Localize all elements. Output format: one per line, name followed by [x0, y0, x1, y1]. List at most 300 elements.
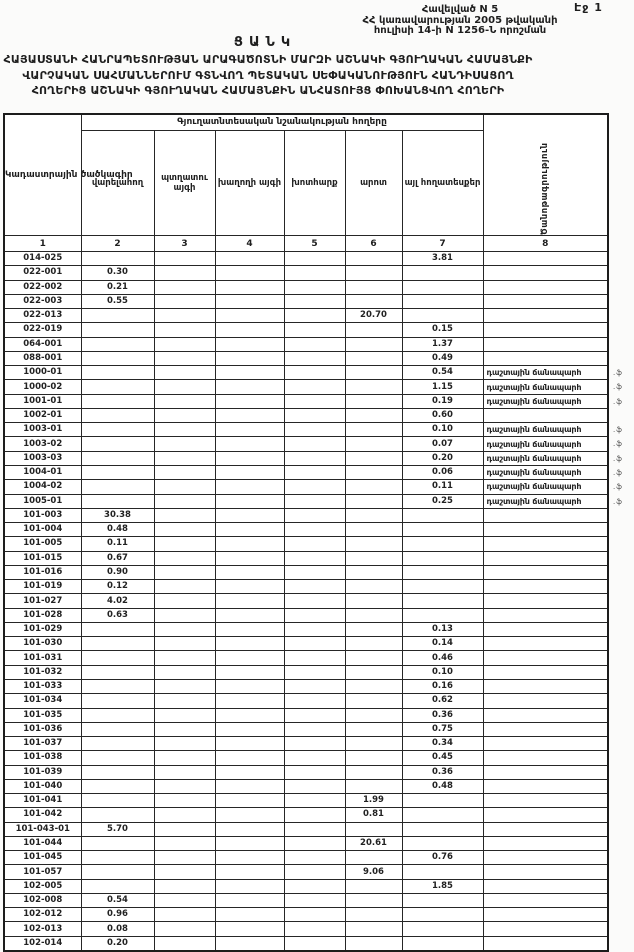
table-row	[4, 865, 608, 879]
table-row	[4, 893, 608, 907]
area-value-cell-col6	[345, 722, 402, 736]
area-value-cell-col3	[154, 893, 215, 907]
area-value-cell-col2	[81, 622, 154, 636]
area-value-cell-col2	[81, 451, 154, 465]
area-value-cell-col4	[215, 337, 284, 351]
area-value-cell-col4	[215, 351, 284, 365]
table-row	[4, 708, 608, 722]
area-value-cell-col3	[154, 580, 215, 594]
area-value-cell-col7: 0.46	[402, 651, 483, 665]
note-cell	[483, 822, 608, 836]
table-row	[4, 423, 608, 437]
area-value-cell-col2	[81, 437, 154, 451]
area-value-cell-col6	[345, 380, 402, 394]
cadastral-code-cell: 101-043-01	[4, 822, 81, 836]
area-value-cell-col6	[345, 294, 402, 308]
area-value-cell-col5	[284, 822, 345, 836]
area-value-cell-col4	[215, 465, 284, 479]
area-value-cell-col4	[215, 423, 284, 437]
area-value-cell-col2	[81, 394, 154, 408]
note-cell	[483, 722, 608, 736]
area-value-cell-col6	[345, 936, 402, 951]
table-row	[4, 337, 608, 351]
note-cell	[483, 637, 608, 651]
area-value-cell-col6	[345, 508, 402, 522]
area-value-cell-col6	[345, 737, 402, 751]
note-cell	[483, 922, 608, 936]
note-cell	[483, 280, 608, 294]
note-cell	[483, 665, 608, 679]
area-value-cell-col2	[81, 665, 154, 679]
table-row	[4, 936, 608, 951]
area-value-cell-col7: 0.25	[402, 494, 483, 508]
area-value-cell-col6	[345, 580, 402, 594]
area-value-cell-col6	[345, 851, 402, 865]
area-value-cell-col3	[154, 366, 215, 380]
area-value-cell-col5	[284, 694, 345, 708]
table-row	[4, 266, 608, 280]
note-cell	[483, 508, 608, 522]
scan-edge-artifact: .ֆ	[613, 483, 623, 492]
area-value-cell-col3	[154, 465, 215, 479]
area-value-cell-col3	[154, 822, 215, 836]
column-header-hayfield: խոտհարք	[284, 130, 345, 235]
area-value-cell-col3	[154, 851, 215, 865]
area-value-cell-col2	[81, 865, 154, 879]
note-cell	[483, 765, 608, 779]
area-value-cell-col4	[215, 694, 284, 708]
table-row	[4, 665, 608, 679]
area-value-cell-col5	[284, 765, 345, 779]
area-value-cell-col5	[284, 594, 345, 608]
note-cell	[483, 252, 608, 266]
area-value-cell-col3	[154, 494, 215, 508]
area-value-cell-col4	[215, 565, 284, 579]
area-value-cell-col7	[402, 936, 483, 951]
area-value-cell-col2	[81, 836, 154, 850]
area-value-cell-col5	[284, 879, 345, 893]
column-number: 1	[4, 236, 81, 252]
table-row	[4, 294, 608, 308]
area-value-cell-col4	[215, 922, 284, 936]
area-value-cell-col2: 0.55	[81, 294, 154, 308]
note-cell	[483, 537, 608, 551]
area-value-cell-col2: 0.08	[81, 922, 154, 936]
table-row	[4, 808, 608, 822]
table-row	[4, 751, 608, 765]
area-value-cell-col6	[345, 893, 402, 907]
area-value-cell-col3	[154, 708, 215, 722]
area-value-cell-col5	[284, 423, 345, 437]
area-value-cell-col7: 0.07	[402, 437, 483, 451]
area-value-cell-col6	[345, 694, 402, 708]
area-value-cell-col3	[154, 480, 215, 494]
area-value-cell-col4	[215, 779, 284, 793]
area-value-cell-col4	[215, 651, 284, 665]
area-value-cell-col5	[284, 437, 345, 451]
table-row	[4, 737, 608, 751]
area-value-cell-col7	[402, 580, 483, 594]
area-value-cell-col6: 1.99	[345, 794, 402, 808]
area-value-cell-col3	[154, 722, 215, 736]
area-value-cell-col4	[215, 451, 284, 465]
area-value-cell-col2: 0.96	[81, 908, 154, 922]
area-value-cell-col7	[402, 865, 483, 879]
area-value-cell-col7	[402, 594, 483, 608]
note-cell	[483, 266, 608, 280]
cadastral-code-cell: 1000-01	[4, 366, 81, 380]
column-number: 7	[402, 236, 483, 252]
area-value-cell-col6: 9.06	[345, 865, 402, 879]
note-cell	[483, 608, 608, 622]
area-value-cell-col6	[345, 822, 402, 836]
table-row	[4, 608, 608, 622]
area-value-cell-col5	[284, 851, 345, 865]
area-value-cell-col6	[345, 437, 402, 451]
area-value-cell-col5	[284, 908, 345, 922]
area-value-cell-col3	[154, 922, 215, 936]
area-value-cell-col7: 0.76	[402, 851, 483, 865]
area-value-cell-col3	[154, 323, 215, 337]
note-cell: դաշտային ճանապարհ .ֆ	[483, 423, 608, 437]
cadastral-code-cell: 101-057	[4, 865, 81, 879]
area-value-cell-col4	[215, 893, 284, 907]
area-value-cell-col4	[215, 679, 284, 693]
note-cell: դաշտային ճանապարհ .ֆ	[483, 380, 608, 394]
note-cell	[483, 808, 608, 822]
area-value-cell-col5	[284, 922, 345, 936]
area-value-cell-col2: 0.48	[81, 523, 154, 537]
area-value-cell-col4	[215, 637, 284, 651]
area-value-cell-col4	[215, 537, 284, 551]
table-row	[4, 408, 608, 422]
area-value-cell-col2	[81, 337, 154, 351]
area-value-cell-col5	[284, 394, 345, 408]
area-value-cell-col4	[215, 594, 284, 608]
scan-edge-artifact: .ֆ	[613, 383, 623, 392]
table-row	[4, 622, 608, 636]
area-value-cell-col3	[154, 351, 215, 365]
cadastral-code-cell: 101-005	[4, 537, 81, 551]
table-row	[4, 480, 608, 494]
area-value-cell-col3	[154, 537, 215, 551]
note-cell	[483, 351, 608, 365]
area-value-cell-col5	[284, 836, 345, 850]
annex-line: Հավելված N 5	[421, 4, 499, 15]
cadastral-code-cell: 101-032	[4, 665, 81, 679]
area-value-cell-col7: 3.81	[402, 252, 483, 266]
area-value-cell-col2	[81, 651, 154, 665]
cadastral-code-cell: 101-029	[4, 622, 81, 636]
note-cell	[483, 908, 608, 922]
table-row	[4, 794, 608, 808]
area-value-cell-col7: 0.20	[402, 451, 483, 465]
area-value-cell-col4	[215, 508, 284, 522]
cadastral-code-cell: 101-027	[4, 594, 81, 608]
column-header-note	[483, 114, 608, 236]
area-value-cell-col5	[284, 537, 345, 551]
area-value-cell-col4	[215, 551, 284, 565]
note-header-rotated-text: Ծանոթագրություն	[540, 142, 551, 235]
table-row	[4, 651, 608, 665]
area-value-cell-col2	[81, 808, 154, 822]
note-cell	[483, 836, 608, 850]
area-value-cell-col4	[215, 366, 284, 380]
area-value-cell-col6	[345, 679, 402, 693]
cadastral-code-cell: 101-016	[4, 565, 81, 579]
area-value-cell-col4	[215, 765, 284, 779]
area-value-cell-col3	[154, 423, 215, 437]
area-value-cell-col2	[81, 679, 154, 693]
area-value-cell-col5	[284, 366, 345, 380]
cadastral-code-cell: 064-001	[4, 337, 81, 351]
area-value-cell-col5	[284, 551, 345, 565]
cadastral-code-cell: 101-036	[4, 722, 81, 736]
area-value-cell-col6: 20.61	[345, 836, 402, 850]
note-cell	[483, 708, 608, 722]
area-value-cell-col4	[215, 437, 284, 451]
area-value-cell-col4	[215, 708, 284, 722]
note-cell: դաշտային ճանապարհ .ֆ	[483, 480, 608, 494]
document-title	[2, 52, 534, 99]
cadastral-code-cell: 1000-02	[4, 380, 81, 394]
cadastral-code-cell: 022-013	[4, 309, 81, 323]
area-value-cell-col7	[402, 551, 483, 565]
column-number: 6	[345, 236, 402, 252]
note-cell	[483, 737, 608, 751]
area-value-cell-col7: 0.10	[402, 423, 483, 437]
area-value-cell-col7: 0.60	[402, 408, 483, 422]
area-value-cell-col4	[215, 879, 284, 893]
area-value-cell-col6	[345, 651, 402, 665]
area-value-cell-col5	[284, 508, 345, 522]
area-value-cell-col4	[215, 865, 284, 879]
area-value-cell-col3	[154, 608, 215, 622]
cadastral-code-cell: 014-025	[4, 252, 81, 266]
area-value-cell-col7	[402, 508, 483, 522]
note-cell: դաշտային ճանապարհ .ֆ	[483, 437, 608, 451]
area-value-cell-col2	[81, 423, 154, 437]
note-cell	[483, 865, 608, 879]
area-value-cell-col3	[154, 936, 215, 951]
area-value-cell-col6	[345, 423, 402, 437]
area-value-cell-col5	[284, 651, 345, 665]
area-value-cell-col5	[284, 708, 345, 722]
area-value-cell-col6	[345, 551, 402, 565]
column-header-pasture: արոտ	[345, 130, 402, 235]
cadastral-code-cell: 101-030	[4, 637, 81, 651]
area-value-cell-col7	[402, 608, 483, 622]
area-value-cell-col6	[345, 594, 402, 608]
area-value-cell-col3	[154, 836, 215, 850]
annex-line: հուլիսի 14-ի N 1256-Ն որոշման	[373, 25, 547, 36]
column-number: 4	[215, 236, 284, 252]
area-value-cell-col5	[284, 737, 345, 751]
page-number-label: Էջ 1	[574, 1, 603, 14]
area-value-cell-col4	[215, 394, 284, 408]
cadastral-code-cell: 101-015	[4, 551, 81, 565]
column-header-orchard: պտղատու այգի	[154, 130, 215, 235]
table-row	[4, 494, 608, 508]
note-cell	[483, 408, 608, 422]
area-value-cell-col4	[215, 908, 284, 922]
area-value-cell-col4	[215, 266, 284, 280]
cadastral-code-cell: 088-001	[4, 351, 81, 365]
area-value-cell-col3	[154, 637, 215, 651]
note-cell	[483, 851, 608, 865]
area-value-cell-col7: 0.13	[402, 622, 483, 636]
area-value-cell-col3	[154, 408, 215, 422]
area-value-cell-col4	[215, 822, 284, 836]
area-value-cell-col3	[154, 394, 215, 408]
area-value-cell-col4	[215, 794, 284, 808]
area-value-cell-col2: 30.38	[81, 508, 154, 522]
area-value-cell-col3	[154, 252, 215, 266]
table-row	[4, 765, 608, 779]
area-value-cell-col5	[284, 252, 345, 266]
area-value-cell-col2: 4.02	[81, 594, 154, 608]
table-row	[4, 523, 608, 537]
area-value-cell-col7: 0.75	[402, 722, 483, 736]
area-value-cell-col5	[284, 494, 345, 508]
area-value-cell-col3	[154, 508, 215, 522]
area-value-cell-col7: 0.54	[402, 366, 483, 380]
area-value-cell-col2	[81, 323, 154, 337]
area-value-cell-col3	[154, 451, 215, 465]
cadastral-code-cell: 022-019	[4, 323, 81, 337]
area-value-cell-col5	[284, 722, 345, 736]
annex-line: ՀՀ կառավարության 2005 թվականի	[362, 14, 558, 26]
area-value-cell-col6	[345, 922, 402, 936]
table-row	[4, 694, 608, 708]
area-value-cell-col4	[215, 580, 284, 594]
table-row	[4, 394, 608, 408]
note-cell	[483, 936, 608, 951]
area-value-cell-col3	[154, 765, 215, 779]
area-value-cell-col6	[345, 637, 402, 651]
area-value-cell-col7	[402, 294, 483, 308]
area-value-cell-col2	[81, 380, 154, 394]
area-value-cell-col4	[215, 808, 284, 822]
area-value-cell-col6	[345, 408, 402, 422]
cadastral-code-cell: 101-034	[4, 694, 81, 708]
area-value-cell-col4	[215, 622, 284, 636]
cadastral-code-cell: 101-031	[4, 651, 81, 665]
area-value-cell-col6	[345, 323, 402, 337]
area-value-cell-col5	[284, 465, 345, 479]
area-value-cell-col6	[345, 779, 402, 793]
area-value-cell-col6: 0.81	[345, 808, 402, 822]
area-value-cell-col2	[81, 465, 154, 479]
table-row	[4, 323, 608, 337]
area-value-cell-col6	[345, 523, 402, 537]
table-row	[4, 836, 608, 850]
scan-edge-artifact: .ֆ	[613, 369, 623, 378]
area-value-cell-col6	[345, 622, 402, 636]
area-value-cell-col7: 0.36	[402, 765, 483, 779]
area-value-cell-col5	[284, 309, 345, 323]
area-value-cell-col2	[81, 309, 154, 323]
area-value-cell-col3	[154, 551, 215, 565]
table-row	[4, 779, 608, 793]
cadastral-code-cell: 101-040	[4, 779, 81, 793]
area-value-cell-col3	[154, 280, 215, 294]
column-number-row	[4, 236, 608, 252]
area-value-cell-col5	[284, 565, 345, 579]
area-value-cell-col4	[215, 737, 284, 751]
area-value-cell-col2	[81, 408, 154, 422]
area-value-cell-col3	[154, 665, 215, 679]
area-value-cell-col5	[284, 808, 345, 822]
cadastral-code-cell: 1003-02	[4, 437, 81, 451]
area-value-cell-col4	[215, 851, 284, 865]
area-value-cell-col7: 0.11	[402, 480, 483, 494]
document-kind-heading: ՑԱՆԿ	[233, 35, 297, 50]
table-row	[4, 822, 608, 836]
area-value-cell-col3	[154, 380, 215, 394]
area-value-cell-col6	[345, 366, 402, 380]
area-value-cell-col2: 0.21	[81, 280, 154, 294]
note-cell: դաշտային ճանապարհ .ֆ	[483, 394, 608, 408]
cadastral-code-cell: 101-035	[4, 708, 81, 722]
area-value-cell-col6: 20.70	[345, 309, 402, 323]
column-header-other-lands: այլ հողատեսքեր	[402, 130, 483, 235]
area-value-cell-col7: 1.37	[402, 337, 483, 351]
table-row	[4, 879, 608, 893]
area-value-cell-col3	[154, 309, 215, 323]
scan-edge-artifact: .ֆ	[613, 440, 623, 449]
table-header	[4, 114, 608, 252]
area-value-cell-col3	[154, 779, 215, 793]
area-value-cell-col4	[215, 309, 284, 323]
table-row	[4, 722, 608, 736]
cadastral-code-cell: 022-001	[4, 266, 81, 280]
area-value-cell-col2	[81, 751, 154, 765]
cadastral-code-cell: 1004-02	[4, 480, 81, 494]
cadastral-code-cell: 101-038	[4, 751, 81, 765]
area-value-cell-col3	[154, 794, 215, 808]
note-cell: դաշտային ճանապարհ .ֆ	[483, 451, 608, 465]
column-header-arable: վարելահող	[81, 130, 154, 235]
area-value-cell-col5	[284, 665, 345, 679]
area-value-cell-col4	[215, 665, 284, 679]
table-row	[4, 908, 608, 922]
note-cell	[483, 779, 608, 793]
area-value-cell-col6	[345, 280, 402, 294]
area-value-cell-col2	[81, 722, 154, 736]
area-value-cell-col6	[345, 337, 402, 351]
table-row	[4, 366, 608, 380]
area-value-cell-col3	[154, 337, 215, 351]
note-cell	[483, 751, 608, 765]
cadastral-code-cell: 101-039	[4, 765, 81, 779]
area-value-cell-col5	[284, 779, 345, 793]
area-value-cell-col2	[81, 737, 154, 751]
column-number: 5	[284, 236, 345, 252]
area-value-cell-col3	[154, 879, 215, 893]
cadastral-code-cell: 1003-01	[4, 423, 81, 437]
area-value-cell-col2	[81, 366, 154, 380]
area-value-cell-col7: 1.15	[402, 380, 483, 394]
table-row	[4, 465, 608, 479]
area-value-cell-col7	[402, 280, 483, 294]
area-value-cell-col6	[345, 266, 402, 280]
cadastral-code-cell: 1001-01	[4, 394, 81, 408]
table-row	[4, 637, 608, 651]
area-value-cell-col7: 0.19	[402, 394, 483, 408]
area-value-cell-col3	[154, 565, 215, 579]
area-value-cell-col5	[284, 608, 345, 622]
